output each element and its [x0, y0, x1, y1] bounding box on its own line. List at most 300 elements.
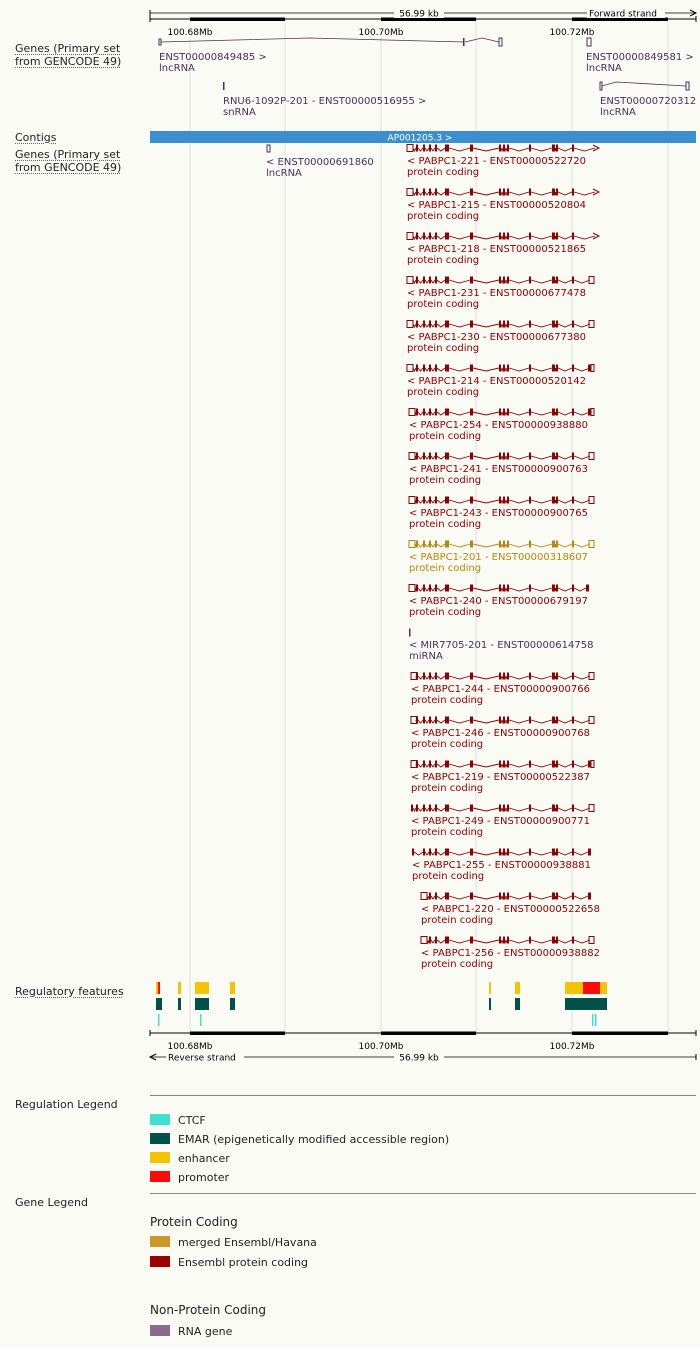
coding-exon [445, 233, 449, 240]
transcript-4 [407, 277, 594, 311]
coding-exon [416, 365, 418, 372]
coding-exon [429, 277, 431, 284]
coding-exon [586, 585, 589, 592]
coding-exon [470, 321, 473, 328]
coding-exon [423, 673, 425, 680]
gene-label: ENST00000849485 > [159, 52, 267, 63]
coding-exon [499, 365, 501, 372]
coding-exon [588, 849, 591, 856]
coding-exon [423, 497, 425, 504]
scale-bar-segment [572, 1032, 668, 1036]
transcript-5 [407, 321, 594, 355]
coding-exon [503, 761, 505, 768]
coding-exon [529, 145, 531, 152]
track-label-genes-primary-reverse[interactable]: Genes (Primary set from GENCODE 49) [15, 148, 122, 174]
coding-exon [507, 717, 509, 724]
coding-exon [552, 453, 555, 460]
intron-path [413, 324, 590, 327]
coding-exon [507, 497, 509, 504]
intron [161, 38, 464, 42]
coding-exon [435, 233, 437, 240]
coding-exon [423, 233, 425, 240]
transcript-10 [409, 541, 594, 575]
intron-path [413, 808, 590, 811]
coding-exon [435, 321, 437, 328]
coding-exon [529, 937, 531, 944]
transcript-7 [409, 409, 594, 443]
coding-exon [552, 541, 555, 548]
coding-exon [435, 805, 437, 812]
coding-exon [499, 849, 501, 856]
forward-strand-label: Forward strand [589, 9, 657, 20]
utr-exon [407, 277, 413, 284]
coding-exon [572, 541, 574, 548]
transcript-label: < PABPC1-201 - ENST00000318607 [409, 552, 588, 563]
coding-exon [445, 893, 449, 900]
intron-path [415, 544, 590, 547]
transcript-12 [409, 629, 593, 663]
utr-exon [409, 409, 415, 416]
gene-label: < ENST00000691860 [266, 157, 374, 168]
coding-exon [572, 585, 574, 592]
coding-exon [445, 541, 449, 548]
transcript-biotype: protein coding [421, 915, 494, 926]
transcript-biotype: protein coding [409, 431, 482, 442]
coding-exon [588, 409, 591, 416]
coding-exon [416, 145, 418, 152]
utr-exon [407, 145, 413, 152]
coding-exon [445, 717, 449, 724]
coding-exon [503, 145, 505, 152]
coding-exon [416, 189, 418, 196]
coding-exon [470, 893, 473, 900]
intron-path [413, 368, 590, 371]
transcript-label: < PABPC1-243 - ENST00000900765 [409, 508, 588, 519]
coding-exon [556, 409, 558, 416]
coding-exon [429, 409, 431, 416]
coding-exon [445, 453, 449, 460]
coding-exon [435, 673, 437, 680]
coding-exon [552, 717, 555, 724]
legend-swatch-ctcf [150, 1114, 170, 1125]
gene-label: RNU6-1092P-201 - ENST00000516955 > [223, 96, 427, 107]
coding-exon [556, 189, 558, 196]
legend-label-rna-gene: RNA gene [178, 1325, 233, 1338]
coding-exon [503, 277, 505, 284]
coding-exon [572, 761, 574, 768]
coding-exon [435, 145, 437, 152]
intron [602, 82, 686, 86]
transcript-biotype: protein coding [407, 255, 480, 266]
coding-exon [503, 585, 505, 592]
transcript-15 [411, 761, 594, 795]
coding-exon [445, 321, 449, 328]
contig-track [150, 131, 696, 144]
ctcf-feature [158, 1014, 160, 1026]
coding-exon [470, 849, 473, 856]
enhancer-feature [195, 982, 209, 994]
coding-exon [503, 321, 505, 328]
coding-exon [435, 365, 437, 372]
gene-label: ENST00000720312 [600, 96, 697, 107]
transcript-biotype: protein coding [411, 695, 484, 706]
emar-feature [195, 998, 209, 1010]
coding-exon [470, 189, 473, 196]
track-label-genes-primary[interactable]: Genes (Primary set from GENCODE 49) [15, 42, 122, 68]
coding-exon [529, 409, 531, 416]
intron-path [413, 280, 590, 283]
coding-exon [423, 409, 425, 416]
legend-swatch-enhancer [150, 1152, 170, 1163]
legend-swatch-rna-gene [150, 1325, 170, 1336]
coding-exon [588, 893, 591, 900]
transcript-label: < PABPC1-220 - ENST00000522658 [421, 904, 600, 915]
coding-exon [552, 849, 555, 856]
emar-feature [156, 998, 162, 1010]
coding-exon [423, 145, 425, 152]
intron-path [415, 500, 590, 503]
coding-exon [552, 585, 555, 592]
transcript-label: < PABPC1-246 - ENST00000900768 [411, 728, 590, 739]
coding-exon [503, 189, 505, 196]
tick-label: 100.72Mb [549, 28, 595, 38]
promoter-feature [158, 982, 160, 994]
coding-exon [445, 145, 449, 152]
coding-exon [556, 277, 558, 284]
coding-exon [507, 937, 509, 944]
utr-exon [591, 365, 594, 372]
exon [463, 38, 465, 46]
tick-label: 100.68Mb [167, 28, 213, 38]
coding-exon [429, 321, 431, 328]
track-label-regulatory-features[interactable]: Regulatory features [15, 985, 124, 998]
reverse-strand-label: Reverse strand [168, 1053, 236, 1064]
transcript-label: < PABPC1-215 - ENST00000520804 [407, 200, 586, 211]
track-label-contigs[interactable]: Contigs [15, 131, 57, 144]
coding-exon [445, 673, 449, 680]
coding-exon [552, 761, 555, 768]
coding-exon [429, 189, 431, 196]
coding-exon [572, 849, 574, 856]
coding-exon [445, 189, 449, 196]
transcript-label: < PABPC1-219 - ENST00000522387 [411, 772, 590, 783]
transcript-label: < PABPC1-240 - ENST00000679197 [409, 596, 588, 607]
enhancer-feature [489, 982, 491, 994]
emar-feature [489, 998, 491, 1010]
enhancer-feature [178, 982, 181, 994]
coding-exon [552, 145, 555, 152]
legend-label-ctcf: CTCF [178, 1114, 206, 1127]
coding-exon [503, 541, 505, 548]
coding-exon [429, 937, 431, 944]
coding-exon [416, 277, 418, 284]
coding-exon [572, 673, 574, 680]
coding-exon [499, 145, 501, 152]
coding-exon [435, 497, 437, 504]
transcript-13 [411, 673, 594, 707]
promoter-feature [583, 982, 600, 994]
coding-exon [429, 673, 431, 680]
utr-exon [409, 541, 415, 548]
coding-exon [588, 365, 591, 372]
coding-exon [470, 937, 473, 944]
coding-exon [429, 761, 431, 768]
utr-exon [421, 893, 427, 900]
coding-exon [470, 453, 473, 460]
transcript-biotype: protein coding [412, 871, 485, 882]
gene-biotype: snRNA [223, 107, 256, 118]
gene-biotype: lncRNA [159, 63, 195, 74]
coding-exon [529, 277, 531, 284]
legend-label-enhancer: enhancer [178, 1152, 230, 1165]
coding-exon [445, 937, 449, 944]
coding-exon [499, 453, 501, 460]
exon [587, 38, 591, 46]
coding-exon [429, 717, 431, 724]
coding-exon [552, 321, 555, 328]
coding-exon [529, 321, 531, 328]
exon [686, 82, 689, 90]
transcript-biotype: protein coding [411, 827, 484, 838]
coding-exon [507, 453, 509, 460]
coding-exon [552, 409, 555, 416]
coding-exon [552, 277, 555, 284]
transcript-label: < PABPC1-214 - ENST00000520142 [407, 376, 586, 387]
transcript-biotype: protein coding [409, 563, 482, 574]
coding-exon [556, 893, 558, 900]
coding-exon [445, 585, 449, 592]
coding-exon [470, 717, 473, 724]
coding-exon [435, 849, 437, 856]
utr-exon [591, 409, 594, 416]
intron-path [415, 412, 590, 415]
coding-exon [572, 409, 574, 416]
forward-strand-genes [159, 38, 696, 118]
coding-exon [470, 145, 473, 152]
coding-exon [416, 497, 418, 504]
coding-exon [423, 761, 425, 768]
transcript-biotype: protein coding [407, 299, 480, 310]
enhancer-feature [515, 982, 520, 994]
utr-exon [407, 321, 413, 328]
coding-exon [435, 541, 437, 548]
coding-exon [529, 233, 531, 240]
coding-exon [556, 761, 558, 768]
coding-exon [499, 409, 501, 416]
coding-exon [470, 233, 473, 240]
transcript-biotype: protein coding [409, 519, 482, 530]
legend-label-emar: EMAR (epigenetically modified accessible region) [178, 1133, 450, 1146]
coding-exon [499, 937, 501, 944]
coding-exon [503, 365, 505, 372]
coding-exon [429, 497, 431, 504]
coding-exon [503, 453, 505, 460]
transcript-biotype: protein coding [407, 343, 480, 354]
utr-exon [407, 233, 413, 240]
coding-exon [529, 673, 531, 680]
transcript-label: < PABPC1-241 - ENST00000900763 [409, 464, 588, 475]
coding-exon [529, 849, 531, 856]
bottom-scale-bar [150, 1030, 696, 1064]
legend-divider [150, 1095, 696, 1096]
regulation-legend-title: Regulation Legend [15, 1098, 118, 1111]
coding-exon [470, 277, 473, 284]
coding-exon [499, 717, 501, 724]
coding-exon [435, 937, 437, 944]
scale-size-label: 56.99 kb [399, 9, 439, 20]
coding-exon [499, 673, 501, 680]
coding-exon [552, 805, 555, 812]
tick-label: 100.68Mb [167, 1042, 213, 1052]
legend-swatch-promoter [150, 1171, 170, 1182]
coding-exon [470, 585, 473, 592]
coding-exon [572, 365, 574, 372]
utr-exon [409, 585, 415, 592]
transcript-11 [409, 585, 590, 619]
transcript-16 [411, 805, 594, 839]
transcript-label: < MIR7705-201 - ENST00000614758 [409, 640, 594, 651]
legend-swatch-emar [150, 1133, 170, 1144]
coding-exon [588, 761, 591, 768]
scale-bar-segment [381, 1032, 476, 1036]
coding-exon [499, 805, 501, 812]
coding-exon [470, 497, 473, 504]
transcript-biotype: protein coding [409, 607, 482, 618]
coding-exon [499, 585, 501, 592]
coding-exon [507, 761, 509, 768]
coding-exon [507, 189, 509, 196]
coding-exon [429, 233, 431, 240]
coding-exon [499, 541, 501, 548]
coding-exon [499, 497, 501, 504]
coding-exon [423, 365, 425, 372]
coding-exon [552, 673, 555, 680]
coding-exon [529, 585, 531, 592]
coding-exon [470, 541, 473, 548]
coding-exon [435, 761, 437, 768]
exon [499, 38, 502, 46]
transcript-biotype: protein coding [411, 783, 484, 794]
coding-exon [503, 409, 505, 416]
coding-exon [556, 937, 558, 944]
scale-bar-segment [190, 18, 285, 22]
coding-exon [507, 365, 509, 372]
ctcf-feature [200, 1014, 202, 1026]
coding-exon [529, 717, 531, 724]
gene-biotype: lncRNA [266, 168, 302, 179]
coding-exon [572, 321, 574, 328]
utr-exon [421, 937, 427, 944]
coding-exon [416, 585, 418, 592]
transcript-biotype: protein coding [407, 211, 480, 222]
scale-bar-segment [190, 1032, 285, 1036]
coding-exon [503, 849, 505, 856]
coding-exon [499, 893, 501, 900]
coding-exon [556, 585, 558, 592]
coding-exon [445, 761, 449, 768]
coding-exon [499, 233, 501, 240]
coding-exon [445, 849, 449, 856]
coding-exon [499, 761, 501, 768]
transcript-label: < PABPC1-256 - ENST00000938882 [421, 948, 600, 959]
transcript-14 [411, 717, 594, 751]
coding-exon [507, 541, 509, 548]
gene-biotype: lncRNA [600, 107, 636, 118]
transcript-6 [407, 365, 594, 399]
coding-exon [529, 365, 531, 372]
coding-exon [572, 189, 574, 196]
coding-exon [556, 849, 558, 856]
utr-exon [409, 497, 415, 504]
transcript-18 [421, 893, 600, 927]
coding-exon [529, 805, 531, 812]
transcript-label: < PABPC1-218 - ENST00000521865 [407, 244, 586, 255]
coding-exon [435, 585, 437, 592]
coding-exon [556, 233, 558, 240]
legend-label-ensembl-protein: Ensembl protein coding [178, 1256, 309, 1269]
transcript-biotype: protein coding [411, 739, 484, 750]
coding-exon [503, 233, 505, 240]
emar-feature [230, 998, 235, 1010]
coding-exon [507, 145, 509, 152]
coding-exon [552, 233, 555, 240]
coding-exon [499, 277, 501, 284]
coding-exon [416, 321, 418, 328]
coding-exon [429, 849, 431, 856]
coding-exon [529, 761, 531, 768]
legend-label-promoter: promoter [178, 1171, 230, 1184]
legend-label-merged: merged Ensembl/Havana [178, 1236, 317, 1249]
coding-exon [429, 453, 431, 460]
coding-exon [529, 541, 531, 548]
transcript-19 [421, 937, 600, 971]
utr-exon [409, 453, 415, 460]
transcript-label: < PABPC1-230 - ENST00000677380 [407, 332, 586, 343]
legend-swatch-ensembl-protein [150, 1256, 170, 1267]
transcript-label: < PABPC1-221 - ENST00000522720 [407, 156, 586, 167]
coding-exon [470, 805, 473, 812]
tick-label: 100.70Mb [358, 28, 404, 38]
transcript-biotype: protein coding [407, 167, 480, 178]
legend-divider-2 [150, 1193, 696, 1194]
coding-exon [470, 761, 473, 768]
coding-exon [423, 453, 425, 460]
coding-exon [445, 805, 449, 812]
coding-exon [416, 409, 418, 416]
coding-exon [423, 805, 425, 812]
coding-exon [429, 893, 431, 900]
coding-exon [499, 321, 501, 328]
coding-exon [529, 453, 531, 460]
scale-size-label: 56.99 kb [399, 1053, 439, 1064]
coding-exon [507, 233, 509, 240]
coding-exon [429, 585, 431, 592]
transcript-17 [412, 849, 592, 883]
coding-exon [470, 409, 473, 416]
coding-exon [411, 805, 413, 812]
transcript-label: < PABPC1-231 - ENST00000677478 [407, 288, 586, 299]
top-scale-bar [150, 8, 696, 38]
transcript-label: < PABPC1-249 - ENST00000900771 [411, 816, 590, 827]
coding-exon [423, 717, 425, 724]
exon [223, 82, 225, 90]
coding-exon [572, 805, 574, 812]
coding-exon [423, 189, 425, 196]
coding-exon [499, 189, 501, 196]
gene-legend-title: Gene Legend [15, 1196, 88, 1209]
transcript-biotype: miRNA [409, 651, 443, 662]
legend-protein-coding-title: Protein Coding [150, 1215, 238, 1229]
